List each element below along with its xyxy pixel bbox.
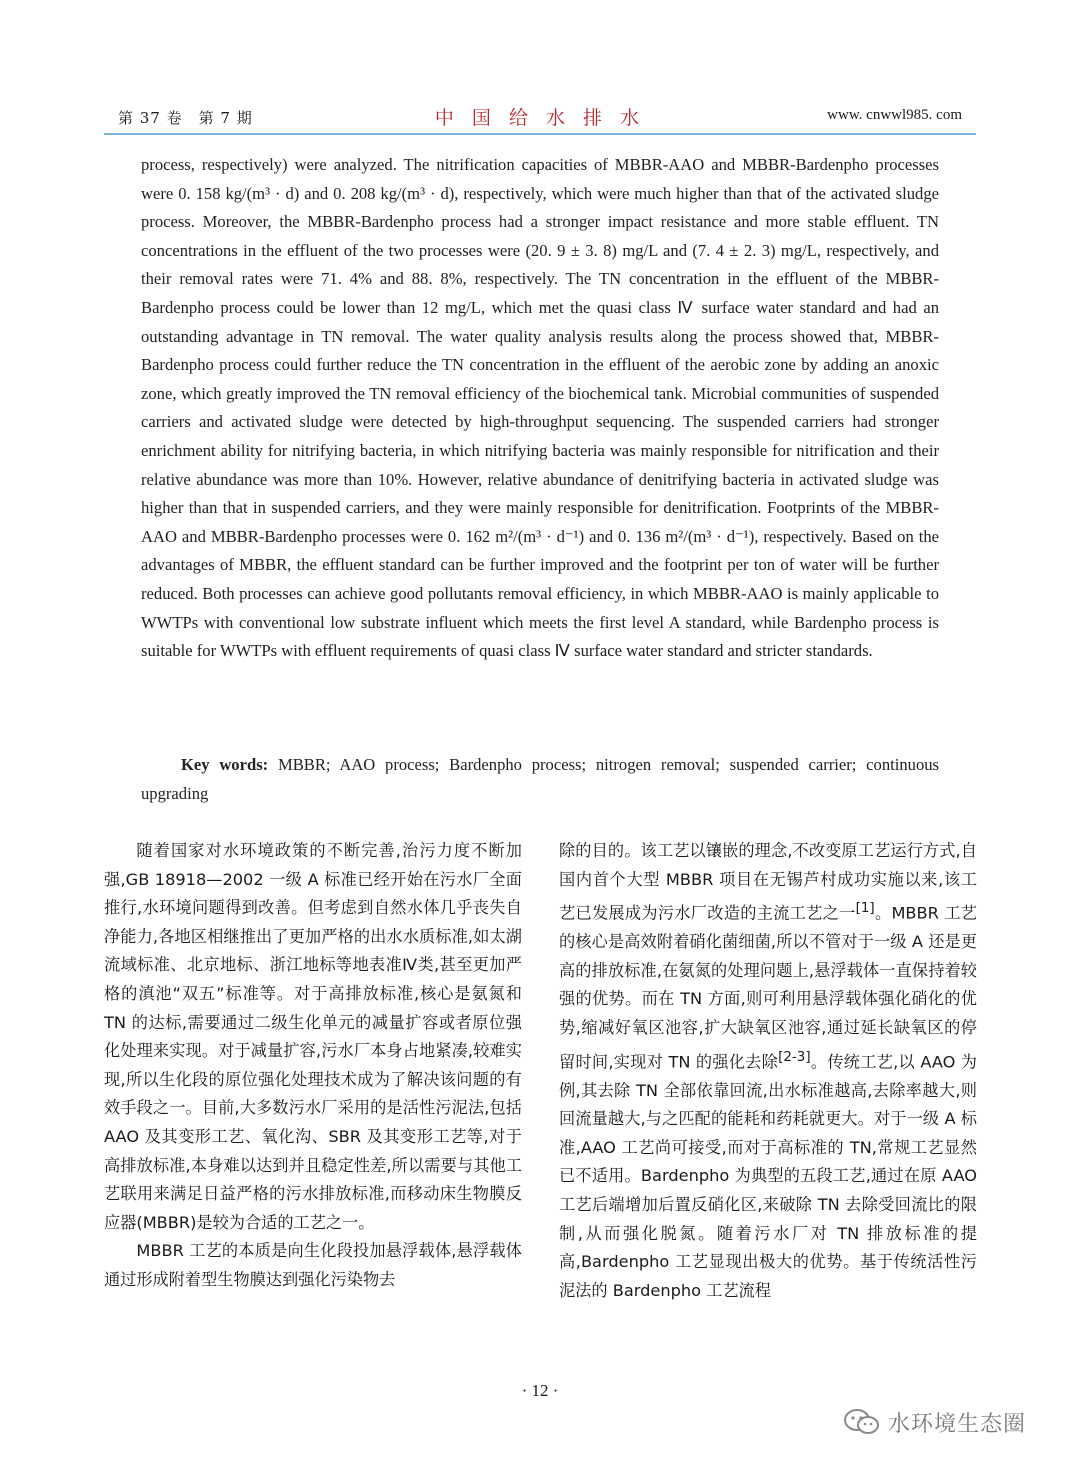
- watermark: [842, 1405, 1026, 1439]
- journal-website: www. cnwwl985. com: [827, 107, 962, 123]
- keywords-text: MBBR; AAO process; Bardenpho process; nitrogen removal; suspended carrier; continuous upgrading: [141, 755, 939, 803]
- volume-issue: 第 37 卷 第 7 期: [118, 109, 253, 127]
- watermark-text: 水环境生态圈: [888, 1411, 1027, 1437]
- citation: [1]: [855, 900, 875, 917]
- body-paragraph: [559, 837, 977, 1305]
- journal-title: 中 国 给 水 排 水: [434, 107, 646, 129]
- keywords: [141, 751, 939, 808]
- keywords-label: Key words:: [181, 755, 269, 774]
- body-column-left: [104, 837, 522, 1295]
- header-divider: [104, 133, 976, 135]
- wechat-icon: [842, 1408, 882, 1436]
- citation: [2-3]: [778, 1048, 811, 1065]
- body-paragraph: 随着国家对水环境政策的不断完善,治污力度不断加强,GB 18918—2002 一级 A 标准已经开始在污水厂全面推行,水环境问题得到改善。但考虑到自然水体几乎丧失自净能力,各地区相继推出了更加严格的出水水质标准,如太湖流域标准、北京地标、浙江地标等地表准Ⅳ类,甚至更加严格的滇池“双五”标准等。对于高排放标准,核心是氨氮和 TN 的达标,需要通过二级生化单元的减量扩容或者原位强化处理来实现。对于减量扩容,污水厂本身占地紧凑,较难实现,所以生化段的原位强化处理技术成为了解决该问题的有效手段之一。目前,大多数污水厂采用的是活性污泥法,包括 AAO 及其变形工艺、氧化沟、SBR 及其变形工艺等,对于高排放标准,本身难以达到并且稳定性差,所以需要与其他工艺联用来满足日益严格的污水排放标准,而移动床生物膜反应器(MBBR)是较为合适的工艺之一。: [104, 841, 522, 1232]
- body-text: 。MBBR 工艺的核心是高效附着硝化菌细菌,所以不管对于一级 A 还是更高的排放标准,在氨氮的处理问题上,悬浮载体一直保持着较强的优势。而在 TN 方面,则可利用悬浮载体强化硝化的优势,缩减好氧区池容,扩大缺氧区池容,通过延长缺氧区的停留时间,实现对 TN 的强化去除: [559, 903, 977, 1071]
- page-number: · 12 ·: [521, 1381, 559, 1400]
- body-paragraph: MBBR 工艺的本质是向生化段投加悬浮载体,悬浮载体通过形成附着型生物膜达到强化污染物去: [104, 1241, 522, 1289]
- body-text: 。传统工艺,以 AAO 为例,其去除 TN 全部依靠回流,出水标准越高,去除率越大,则回流量越大,与之匹配的能耗和药耗就更大。对于一级 A 标准,AAO 工艺尚可接受,而对于高标准的 TN,常规工艺显然已不适用。Bardenpho 为典型的五段工艺,通过在原 AAO 工艺后端增加后置反硝化区,来破除 TN 去除受回流比的限制,从而强化脱氮。随着污水厂对 TN 排放标准的提高,Bardenpho 工艺显现出极大的优势。基于传统活性污泥法的 Bardenpho 工艺流程: [559, 1051, 977, 1300]
- abstract-text: process, respectively) were analyzed. The nitrification capacities of MBBR-AAO and MBBR-Bardenpho processes were 0. 158 kg/(m³ · d) and 0. 208 kg/(m³ · d), respectively, which were much higher than that of the activated sludge process. Moreover, the MBBR-Bardenpho process had a stronger impact resistance and more stable effluent. TN concentrations in the effluent of the two processes were (20. 9 ± 3. 8) mg/L and (7. 4 ± 2. 3) mg/L, respectively, and their removal rates were 71. 4% and 88. 8%, respectively. The TN concentration in the effluent of the MBBR-Bardenpho process could be lower than 12 mg/L, which met the quasi class Ⅳ surface water standard and had an outstanding advantage in TN removal. The water quality analysis results along the process showed that, MBBR-Bardenpho process could further reduce the TN concentration in the effluent of the aerobic zone by adding an anoxic zone, which greatly improved the TN removal efficiency of the biochemical tank. Microbial communities of suspended carriers and activated sludge were detected by high-throughput sequencing. The suspended carriers had stronger enrichment ability for nitrifying bacteria, in which nitrifying bacteria was mainly responsible for nitrification and their relative abundance was more than 10%. However, relative abundance of denitrifying bacteria in activated sludge was higher than that in suspended carriers, and they were mainly responsible for denitrification. Footprints of the MBBR-AAO and MBBR-Bardenpho processes were 0. 162 m²/(m³ · d⁻¹) and 0. 136 m²/(m³ · d⁻¹), respectively. Based on the advantages of MBBR, the effluent standard can be further improved and the footprint per ton of water will be further reduced. Both processes can achieve good pollutants removal efficiency, in which MBBR-AAO is mainly applicable to WWTPs with conventional low substrate influent which meets the first level A standard, while Bardenpho process is suitable for WWTPs with effluent requirements of quasi class Ⅳ surface water standard and stricter standards.: [141, 155, 939, 661]
- body-text: 除的目的。该工艺以镶嵌的理念,不改变原工艺运行方式,自国内首个大型 MBBR 项目在无锡芦村成功实施以来,该工艺已发展成为污水厂改造的主流工艺之一: [559, 841, 977, 923]
- body-column-right: [559, 837, 977, 1305]
- running-header: [104, 103, 976, 133]
- english-abstract: [141, 151, 939, 666]
